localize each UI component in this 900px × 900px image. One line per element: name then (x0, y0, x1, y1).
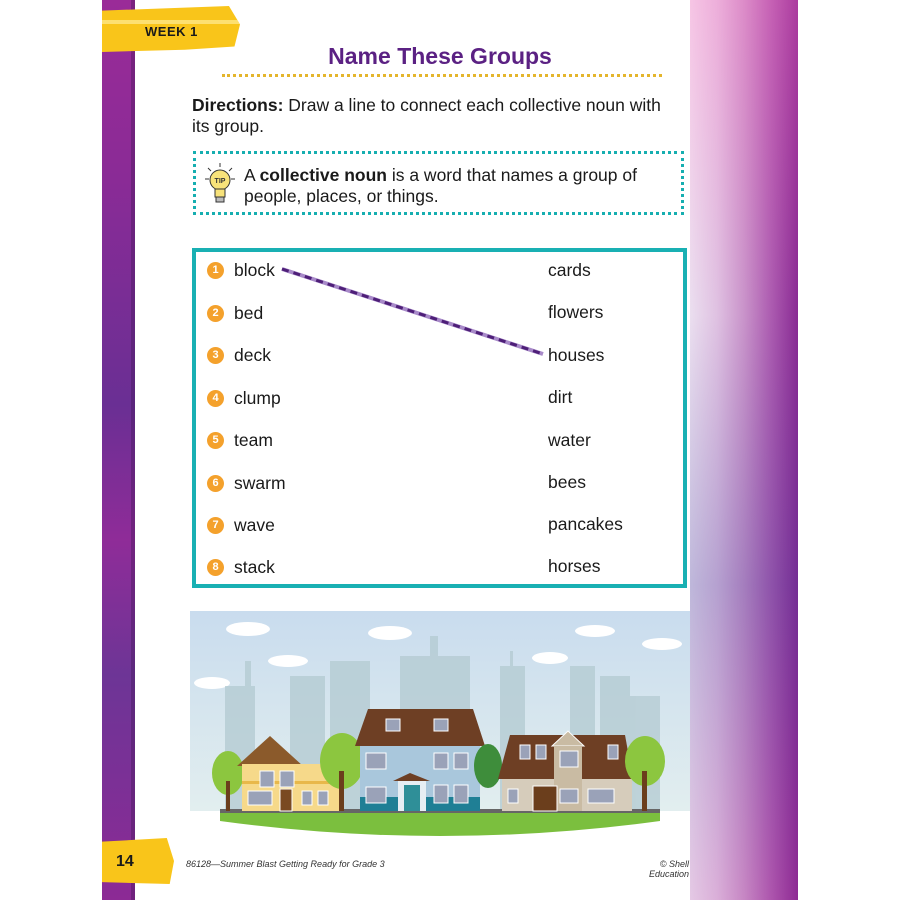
right-item-1[interactable]: cards (548, 259, 591, 280)
left-word: stack (234, 556, 275, 577)
left-item-5[interactable] (207, 428, 273, 452)
left-item-7[interactable] (207, 513, 275, 537)
svg-text:TIP: TIP (214, 178, 226, 185)
tip-term: collective noun (259, 165, 387, 185)
left-item-3[interactable] (207, 343, 271, 367)
number-badge: 3 (207, 347, 224, 364)
title-dotted-divider (222, 74, 662, 77)
matching-box (192, 248, 687, 588)
page-number: 14 (116, 853, 134, 870)
number-badge: 7 (207, 517, 224, 534)
directions-text: Draw a line to connect each collective noun with its group. (192, 95, 661, 136)
left-word: clump (234, 387, 281, 408)
page-number-tab (102, 838, 174, 884)
left-word: bed (234, 302, 264, 323)
page-title: Name These Groups (328, 43, 552, 69)
left-item-1[interactable] (207, 258, 275, 282)
number-badge: 1 (207, 262, 224, 279)
right-item-8[interactable]: horses (548, 555, 601, 576)
footer-book-info: 86128—Summer Blast Getting Ready for Grade 3 (186, 859, 385, 869)
left-word: block (234, 259, 275, 280)
directions-label: Directions: (192, 95, 284, 115)
number-badge: 6 (207, 475, 224, 492)
directions (192, 95, 682, 137)
footer-copyright: © Shell Education (648, 859, 689, 879)
right-item-5[interactable]: water (548, 429, 591, 450)
right-item-7[interactable]: pancakes (548, 513, 623, 534)
lightbulb-tip-icon (205, 163, 235, 205)
number-badge: 4 (207, 390, 224, 407)
neighborhood-illustration (190, 611, 690, 843)
number-badge: 2 (207, 305, 224, 322)
right-item-6[interactable]: bees (548, 471, 586, 492)
left-word: team (234, 429, 273, 450)
right-item-3[interactable]: houses (548, 344, 605, 365)
left-item-4[interactable] (207, 386, 281, 410)
number-badge: 8 (207, 559, 224, 576)
number-badge: 5 (207, 432, 224, 449)
right-decorative-strip (690, 0, 798, 900)
right-item-4[interactable]: dirt (548, 386, 573, 407)
week-label: WEEK 1 (145, 24, 198, 39)
left-word: deck (234, 344, 271, 365)
left-word: wave (234, 514, 275, 535)
right-item-2[interactable]: flowers (548, 301, 604, 322)
left-item-6[interactable] (207, 471, 286, 495)
left-item-8[interactable] (207, 555, 275, 579)
left-item-2[interactable] (207, 301, 263, 325)
left-decorative-strip (102, 0, 135, 900)
left-word: swarm (234, 472, 286, 493)
tip-text: A collective noun is a word that names a group of people, places, or things. (244, 165, 637, 206)
